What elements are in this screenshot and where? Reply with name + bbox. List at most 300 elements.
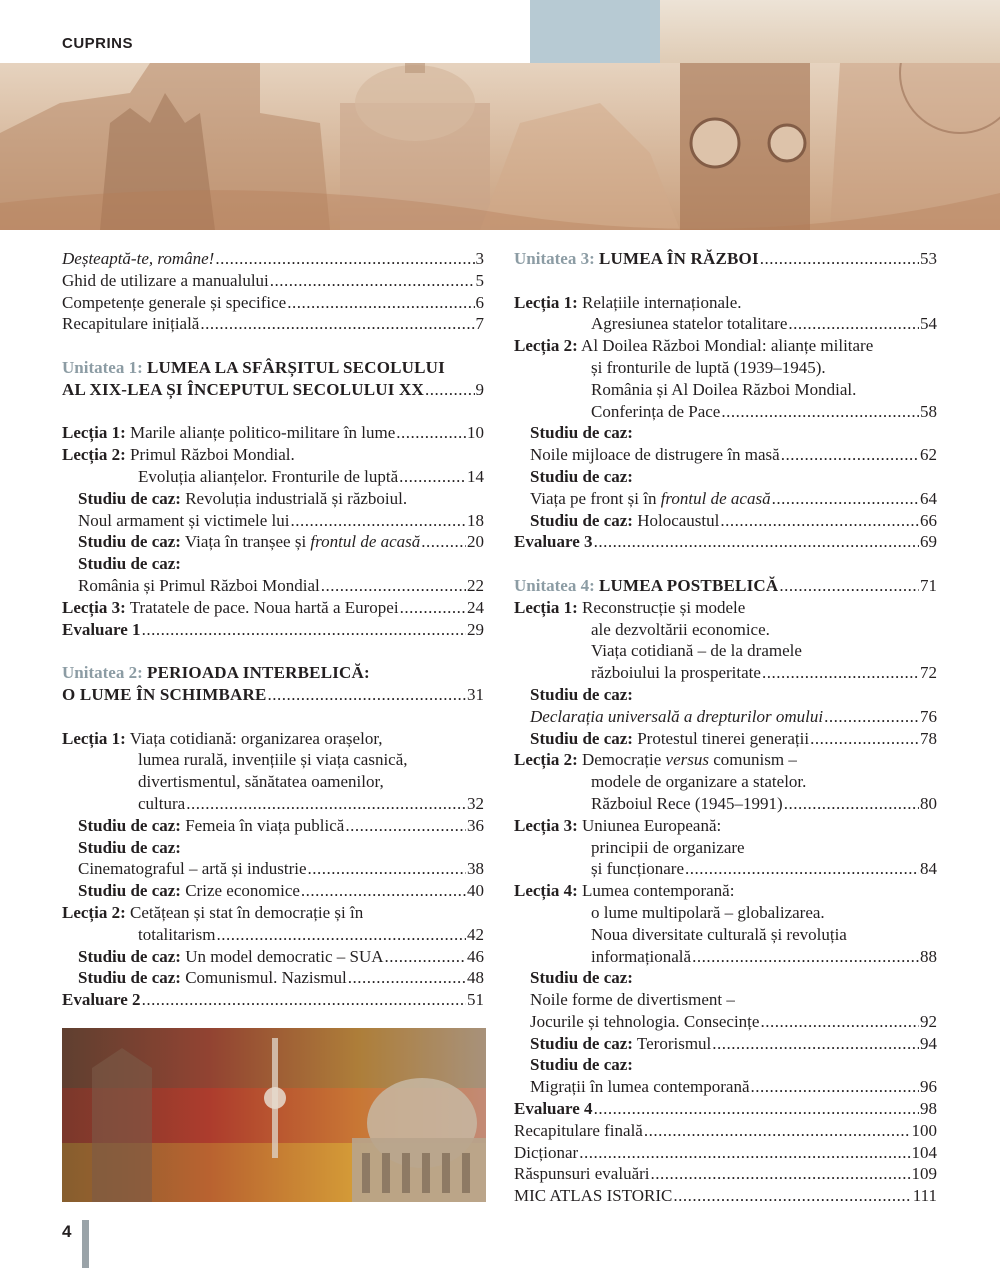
entry-label: Evaluare 2 [62, 990, 141, 1010]
page-ref: 84 [920, 859, 937, 879]
toc-entry-text [530, 1054, 633, 1076]
entry-label: Lecția 4: [514, 881, 578, 901]
unit-title: LUMEA LA SFÂRȘITUL SECOLULUI [146, 357, 445, 377]
dot-leader [421, 531, 466, 553]
toc-entry-text [514, 1120, 643, 1142]
toc-entry-text [591, 313, 787, 335]
toc-entry[interactable] [514, 924, 937, 946]
page-ref: 94 [920, 1033, 937, 1053]
toc-entry-text [530, 422, 633, 444]
page-ref: 64 [920, 488, 937, 508]
toc-right-column [514, 248, 937, 1207]
toc-entry[interactable] [514, 619, 937, 641]
dot-leader [385, 946, 466, 968]
page-ref: 5 [475, 270, 484, 290]
toc-entry[interactable] [514, 379, 937, 401]
dot-leader [399, 466, 466, 488]
entry-title: Recapitulare inițială [62, 314, 200, 334]
entry-label: Evaluare 1 [62, 619, 141, 639]
entry-title: Dicționar [514, 1142, 579, 1162]
toc-entry-text [514, 1185, 672, 1207]
header-blue-tab [530, 0, 660, 63]
toc-entry[interactable] [514, 946, 937, 968]
dot-leader [594, 531, 919, 553]
toc-spacer [62, 401, 484, 423]
toc-entry[interactable] [514, 313, 937, 335]
toc-entry[interactable] [514, 1120, 937, 1142]
toc-entry-text [514, 1142, 578, 1164]
toc-entry-text [530, 466, 633, 488]
dot-leader [781, 444, 919, 466]
entry-label: Lecția 2: [62, 902, 126, 922]
toc-entry-text [591, 946, 691, 968]
dot-leader [651, 1163, 911, 1185]
toc-entry-text [78, 837, 181, 859]
entry-label: Studiu de caz: [78, 815, 181, 835]
entry-title-italic: frontul de acasă [310, 532, 421, 552]
toc-entry-text [62, 292, 286, 314]
toc-entry-text [530, 1011, 759, 1033]
toc-entry[interactable] [514, 858, 937, 880]
entry-title: divertismentul, sănătatea oamenilor, [138, 772, 384, 792]
page-ref: 98 [920, 1099, 937, 1119]
dot-leader [425, 379, 475, 401]
page-ref: 9 [475, 379, 484, 399]
toc-entry[interactable] [514, 880, 937, 902]
toc-entry[interactable] [514, 1163, 937, 1185]
page-ref: 72 [920, 663, 937, 683]
toc-entry-text [62, 357, 445, 379]
unit-title: LUMEA POSTBELICĂ [598, 575, 779, 595]
toc-entry[interactable] [62, 553, 484, 575]
page-ref: 14 [467, 466, 484, 486]
entry-title: Evoluția alianțelor. Fronturile de luptă [138, 466, 399, 486]
page-ref: 100 [911, 1120, 937, 1140]
toc-entry[interactable] [62, 880, 484, 902]
toc-entry[interactable] [514, 292, 937, 314]
entry-title: Protestul tinerei generații [637, 728, 810, 748]
unit-title: PERIOADA INTERBELICĂ: [146, 663, 370, 683]
page-number-bar [82, 1220, 89, 1268]
dot-leader [644, 1120, 911, 1142]
dot-leader [142, 989, 466, 1011]
dot-leader [268, 684, 466, 706]
toc-entry-text [514, 815, 721, 837]
toc-entry-text [591, 401, 720, 423]
entry-label: Evaluare 3 [514, 532, 593, 552]
entry-title: principii de organizare [591, 837, 745, 857]
toc-entry[interactable] [514, 335, 937, 357]
toc-entry[interactable] [514, 815, 937, 837]
toc-entry[interactable] [514, 771, 937, 793]
toc-entry-text [591, 793, 783, 815]
entry-label: Studiu de caz: [530, 968, 633, 988]
dot-leader [308, 858, 467, 880]
page-ref: 104 [911, 1142, 937, 1162]
entry-title: Războiul Rece (1945–1991) [591, 793, 783, 813]
toc-entry[interactable] [62, 444, 484, 466]
toc-entry[interactable] [62, 858, 484, 880]
toc-entry-text [62, 597, 399, 619]
entry-title: Competențe generale și specifice [62, 292, 287, 312]
toc-entry[interactable] [514, 749, 937, 771]
page-number: 4 [62, 1222, 72, 1241]
toc-entry[interactable] [514, 684, 937, 706]
toc-entry[interactable] [514, 597, 937, 619]
toc-entry-text [591, 379, 856, 401]
page-ref: 6 [475, 292, 484, 312]
toc-entry[interactable] [514, 837, 937, 859]
page-ref: 62 [920, 445, 937, 465]
toc-spacer [62, 640, 484, 662]
toc-entry[interactable] [62, 749, 484, 771]
toc-entry[interactable] [62, 728, 484, 750]
toc-entry[interactable] [514, 531, 937, 553]
unit-title: O LUME ÎN SCHIMBARE [62, 684, 267, 704]
toc-entry[interactable] [62, 248, 484, 270]
dot-leader [788, 313, 919, 335]
toc-entry-text [530, 967, 633, 989]
toc-entry-text [591, 902, 825, 924]
toc-entry[interactable] [62, 488, 484, 510]
toc-spacer [62, 706, 484, 728]
entry-label: Studiu de caz: [530, 1033, 633, 1053]
toc-left-column [62, 248, 484, 1011]
entry-title: ale dezvoltării economice. [591, 619, 770, 639]
header-collage-image [0, 63, 1000, 230]
page-ref: 92 [920, 1011, 937, 1031]
toc-entry-text [530, 488, 771, 510]
toc-entry[interactable] [514, 902, 937, 924]
entry-label: Lecția 2: [514, 750, 578, 770]
toc-entry[interactable] [62, 837, 484, 859]
toc-entry[interactable] [514, 357, 937, 379]
page-ref: 109 [911, 1164, 937, 1184]
dot-leader [751, 1076, 919, 1098]
dot-leader [321, 575, 466, 597]
entry-label: Lecția 1: [62, 423, 126, 443]
entry-label: Studiu de caz: [78, 968, 181, 988]
toc-entry[interactable] [514, 444, 937, 466]
page-ref: 78 [920, 728, 937, 748]
toc-entry-text [530, 728, 809, 750]
entry-title-italic: versus [665, 750, 709, 770]
entry-label: Lecția 1: [514, 292, 578, 312]
toc-entry[interactable] [62, 422, 484, 444]
toc-entry[interactable] [514, 1054, 937, 1076]
entry-title: Reconstrucție și modele [581, 597, 746, 617]
entry-title: o lume multipolară – globalizarea. [591, 902, 825, 922]
toc-entry[interactable] [62, 989, 484, 1011]
toc-entry-text [514, 1098, 593, 1120]
toc-entry[interactable] [514, 967, 937, 989]
entry-title: Cetățean și stat în democrație și în [129, 902, 364, 922]
page-ref: 36 [467, 815, 484, 835]
entry-title: Tratatele de pace. Noua hartă a Europei [129, 597, 399, 617]
entry-title: lumea rurală, invențiile și viața casnică, [138, 750, 408, 770]
toc-entry[interactable] [514, 640, 937, 662]
toc-entry[interactable] [514, 1142, 937, 1164]
unit-label: Unitatea 3: [514, 249, 595, 268]
dot-leader [760, 1011, 919, 1033]
entry-title: Al Doilea Război Mondial: alianțe militare [581, 336, 874, 356]
toc-entry-text [62, 662, 370, 684]
dot-leader [291, 510, 466, 532]
dot-leader [345, 815, 466, 837]
unit-label: Unitatea 2: [62, 663, 143, 683]
toc-entry-text [591, 640, 802, 662]
toc-entry-text [62, 422, 395, 444]
toc-entry[interactable] [514, 1011, 937, 1033]
dot-leader [270, 270, 475, 292]
toc-entry[interactable] [62, 967, 484, 989]
toc-entry-text [62, 444, 295, 466]
header-band [0, 0, 1000, 230]
entry-label: Studiu de caz: [78, 837, 181, 857]
page-ref: 96 [920, 1077, 937, 1097]
entry-label: Lecția 2: [62, 445, 126, 465]
dot-leader [712, 1033, 919, 1055]
toc-entry-text [138, 466, 398, 488]
page-ref: 48 [467, 968, 484, 988]
toc-entry-text [514, 749, 797, 771]
toc-entry-text [530, 706, 823, 728]
toc-entry[interactable] [62, 270, 484, 292]
toc-entry-text [78, 858, 307, 880]
toc-spacer [62, 335, 484, 357]
toc-entry[interactable] [514, 728, 937, 750]
entry-title: Lumea contemporană: [581, 881, 735, 901]
toc-entry-text [62, 313, 199, 335]
page-ref: 7 [475, 314, 484, 334]
toc-entry-text [138, 771, 384, 793]
entry-label: Studiu de caz: [530, 728, 633, 748]
entry-title: Viața în tranșee și [184, 532, 311, 552]
toc-entry-text [62, 989, 141, 1011]
dot-leader [685, 858, 919, 880]
toc-entry[interactable] [62, 531, 484, 553]
entry-title: Comunismul. Nazismul [185, 968, 347, 988]
toc-entry[interactable] [62, 902, 484, 924]
page-ref: 29 [467, 619, 484, 639]
toc-entry-text [530, 684, 633, 706]
toc-entry[interactable] [62, 379, 484, 401]
dot-leader [200, 313, 474, 335]
toc-entry-text [78, 510, 290, 532]
toc-entry[interactable] [514, 1033, 937, 1055]
page-ref: 69 [920, 532, 937, 552]
entry-title: Uniunea Europeană: [581, 815, 722, 835]
page-ref: 38 [467, 859, 484, 879]
entry-title: Viața cotidiană: organizarea orașelor, [129, 728, 383, 748]
toc-entry-text [138, 749, 408, 771]
toc-entry-text [78, 575, 320, 597]
toc-entry-text [591, 858, 684, 880]
dot-leader [779, 575, 919, 597]
toc-entry[interactable] [62, 771, 484, 793]
entry-title: Noua diversitate culturală și revoluția [591, 924, 847, 944]
toc-entry[interactable] [62, 662, 484, 684]
toc-entry[interactable] [62, 924, 484, 946]
toc-entry[interactable] [62, 292, 484, 314]
toc-entry[interactable] [62, 313, 484, 335]
entry-label: Lecția 3: [62, 597, 126, 617]
unit-title: AL XIX-LEA ȘI ÎNCEPUTUL SECOLULUI XX [62, 379, 424, 399]
toc-entry[interactable] [514, 1076, 937, 1098]
page-ref: 46 [467, 946, 484, 966]
unit-label: Unitatea 4: [514, 575, 595, 595]
entry-title: cultura [138, 793, 186, 813]
entry-label: Studiu de caz: [530, 684, 633, 704]
entry-title: Noile mijloace de distrugere în masă [530, 445, 780, 465]
toc-entry[interactable] [62, 357, 484, 379]
entry-label: Studiu de caz: [78, 881, 181, 901]
entry-title: Viața cotidiană – de la dramele [591, 641, 802, 661]
entry-title: Femeia în viața publică [185, 815, 345, 835]
entry-label: Lecția 1: [514, 597, 578, 617]
toc-entry[interactable] [62, 510, 484, 532]
page-ref: 71 [920, 575, 937, 595]
entry-label: Studiu de caz: [78, 946, 181, 966]
toc-entry[interactable] [514, 662, 937, 684]
page-ref: 24 [467, 597, 484, 617]
toc-entry-text [591, 771, 806, 793]
dot-leader [784, 793, 919, 815]
entry-title: informațională [591, 946, 692, 966]
page-ref: 66 [920, 510, 937, 530]
toc-entry[interactable] [62, 793, 484, 815]
dot-leader [396, 422, 466, 444]
unit-title: LUMEA ÎN RĂZBOI [598, 249, 759, 268]
entry-label: Lecția 2: [514, 336, 578, 356]
toc-entry-text [591, 924, 847, 946]
dot-leader [301, 880, 466, 902]
entry-title: Cinematograful – artă și industrie [78, 859, 307, 879]
page-ref: 58 [920, 401, 937, 421]
entry-title: Răspunsuri evaluări [514, 1164, 650, 1184]
toc-entry-text [62, 728, 383, 750]
toc-entry[interactable] [514, 488, 937, 510]
toc-entry-text [530, 1076, 750, 1098]
toc-entry[interactable] [62, 466, 484, 488]
toc-entry-text [591, 837, 745, 859]
entry-label: Studiu de caz: [78, 554, 181, 574]
toc-entry[interactable] [514, 989, 937, 1011]
entry-title: Jocurile și tehnologia. Consecințe [530, 1011, 760, 1031]
entry-title: Conferința de Pace [591, 401, 721, 421]
dot-leader [287, 292, 474, 314]
page-ref: 42 [467, 924, 484, 944]
toc-entry-text [78, 531, 420, 553]
page-ref: 40 [467, 881, 484, 901]
toc-entry-text [78, 553, 181, 575]
dot-leader [692, 946, 919, 968]
toc-entry[interactable] [514, 575, 937, 597]
toc-entry[interactable] [514, 466, 937, 488]
page-ref: 18 [467, 510, 484, 530]
unit-label: Unitatea 1: [62, 357, 143, 377]
toc-entry[interactable] [514, 793, 937, 815]
toc-entry-text [514, 335, 873, 357]
toc-entry[interactable] [62, 815, 484, 837]
toc-spacer [514, 553, 937, 575]
toc-entry-text [62, 684, 267, 706]
toc-entry-text [591, 357, 826, 379]
entry-title-italic: Declarația universală a drepturilor omului [530, 706, 824, 726]
toc-entry-text [514, 880, 734, 902]
toc-entry-text [138, 924, 215, 946]
toc-entry[interactable] [514, 510, 937, 532]
page-ref: 22 [467, 575, 484, 595]
entry-title: Relațiile internaționale. [581, 292, 742, 312]
toc-entry-text [591, 662, 761, 684]
toc-entry[interactable] [514, 706, 937, 728]
entry-title-italic: frontul de acasă [660, 488, 771, 508]
toc-entry-text [514, 292, 742, 314]
toc-entry-text [514, 248, 759, 270]
toc-entry[interactable] [62, 684, 484, 706]
toc-entry[interactable] [514, 1098, 937, 1120]
dot-leader [348, 967, 466, 989]
toc-entry-text [530, 989, 735, 1011]
entry-title: și funcționare [591, 859, 684, 879]
dot-leader [215, 248, 474, 270]
toc-spacer [514, 270, 937, 292]
toc-entry[interactable] [62, 946, 484, 968]
toc-entry[interactable] [62, 597, 484, 619]
page-ref: 80 [920, 793, 937, 813]
dot-leader [772, 488, 919, 510]
entry-title: Noul armament și victimele lui [78, 510, 290, 530]
page-ref: 3 [475, 249, 484, 268]
entry-title: MIC ATLAS ISTORIC [514, 1186, 673, 1206]
dot-leader [579, 1142, 910, 1164]
dot-leader [762, 662, 919, 684]
toc-entry[interactable] [62, 575, 484, 597]
dot-leader [810, 728, 919, 750]
toc-entry-text [591, 619, 770, 641]
toc-entry[interactable] [62, 619, 484, 641]
bottom-collage-image [62, 1028, 486, 1202]
dot-leader [720, 510, 919, 532]
entry-title: Deșteaptă-te, române! [62, 249, 215, 268]
entry-title: și fronturile de luptă (1939–1945). [591, 357, 826, 377]
page-ref: 10 [467, 423, 484, 443]
entry-title: Terorismul [636, 1033, 712, 1053]
page-ref: 20 [467, 532, 484, 552]
entry-title: Marile alianțe politico-militare în lume [129, 423, 396, 443]
entry-title: Democrație [581, 750, 666, 770]
entry-title: modele de organizare a statelor. [591, 772, 807, 792]
toc-entry-text [62, 270, 269, 292]
page-ref: 51 [467, 990, 484, 1010]
toc-entry[interactable] [514, 1185, 937, 1207]
page-ref: 88 [920, 946, 937, 966]
toc-entry[interactable] [514, 422, 937, 444]
entry-label: Lecția 3: [514, 815, 578, 835]
dot-leader [594, 1098, 919, 1120]
toc-entry-text [62, 619, 141, 641]
entry-title: Viața pe front și în [530, 488, 661, 508]
toc-entry-text [62, 248, 214, 270]
entry-title: Migrații în lumea contemporană [530, 1077, 750, 1097]
toc-entry[interactable] [514, 248, 937, 270]
toc-entry-text [514, 575, 778, 597]
toc-entry[interactable] [514, 401, 937, 423]
toc-entry-text [530, 444, 780, 466]
entry-label: Evaluare 4 [514, 1099, 593, 1119]
dot-leader [673, 1185, 911, 1207]
